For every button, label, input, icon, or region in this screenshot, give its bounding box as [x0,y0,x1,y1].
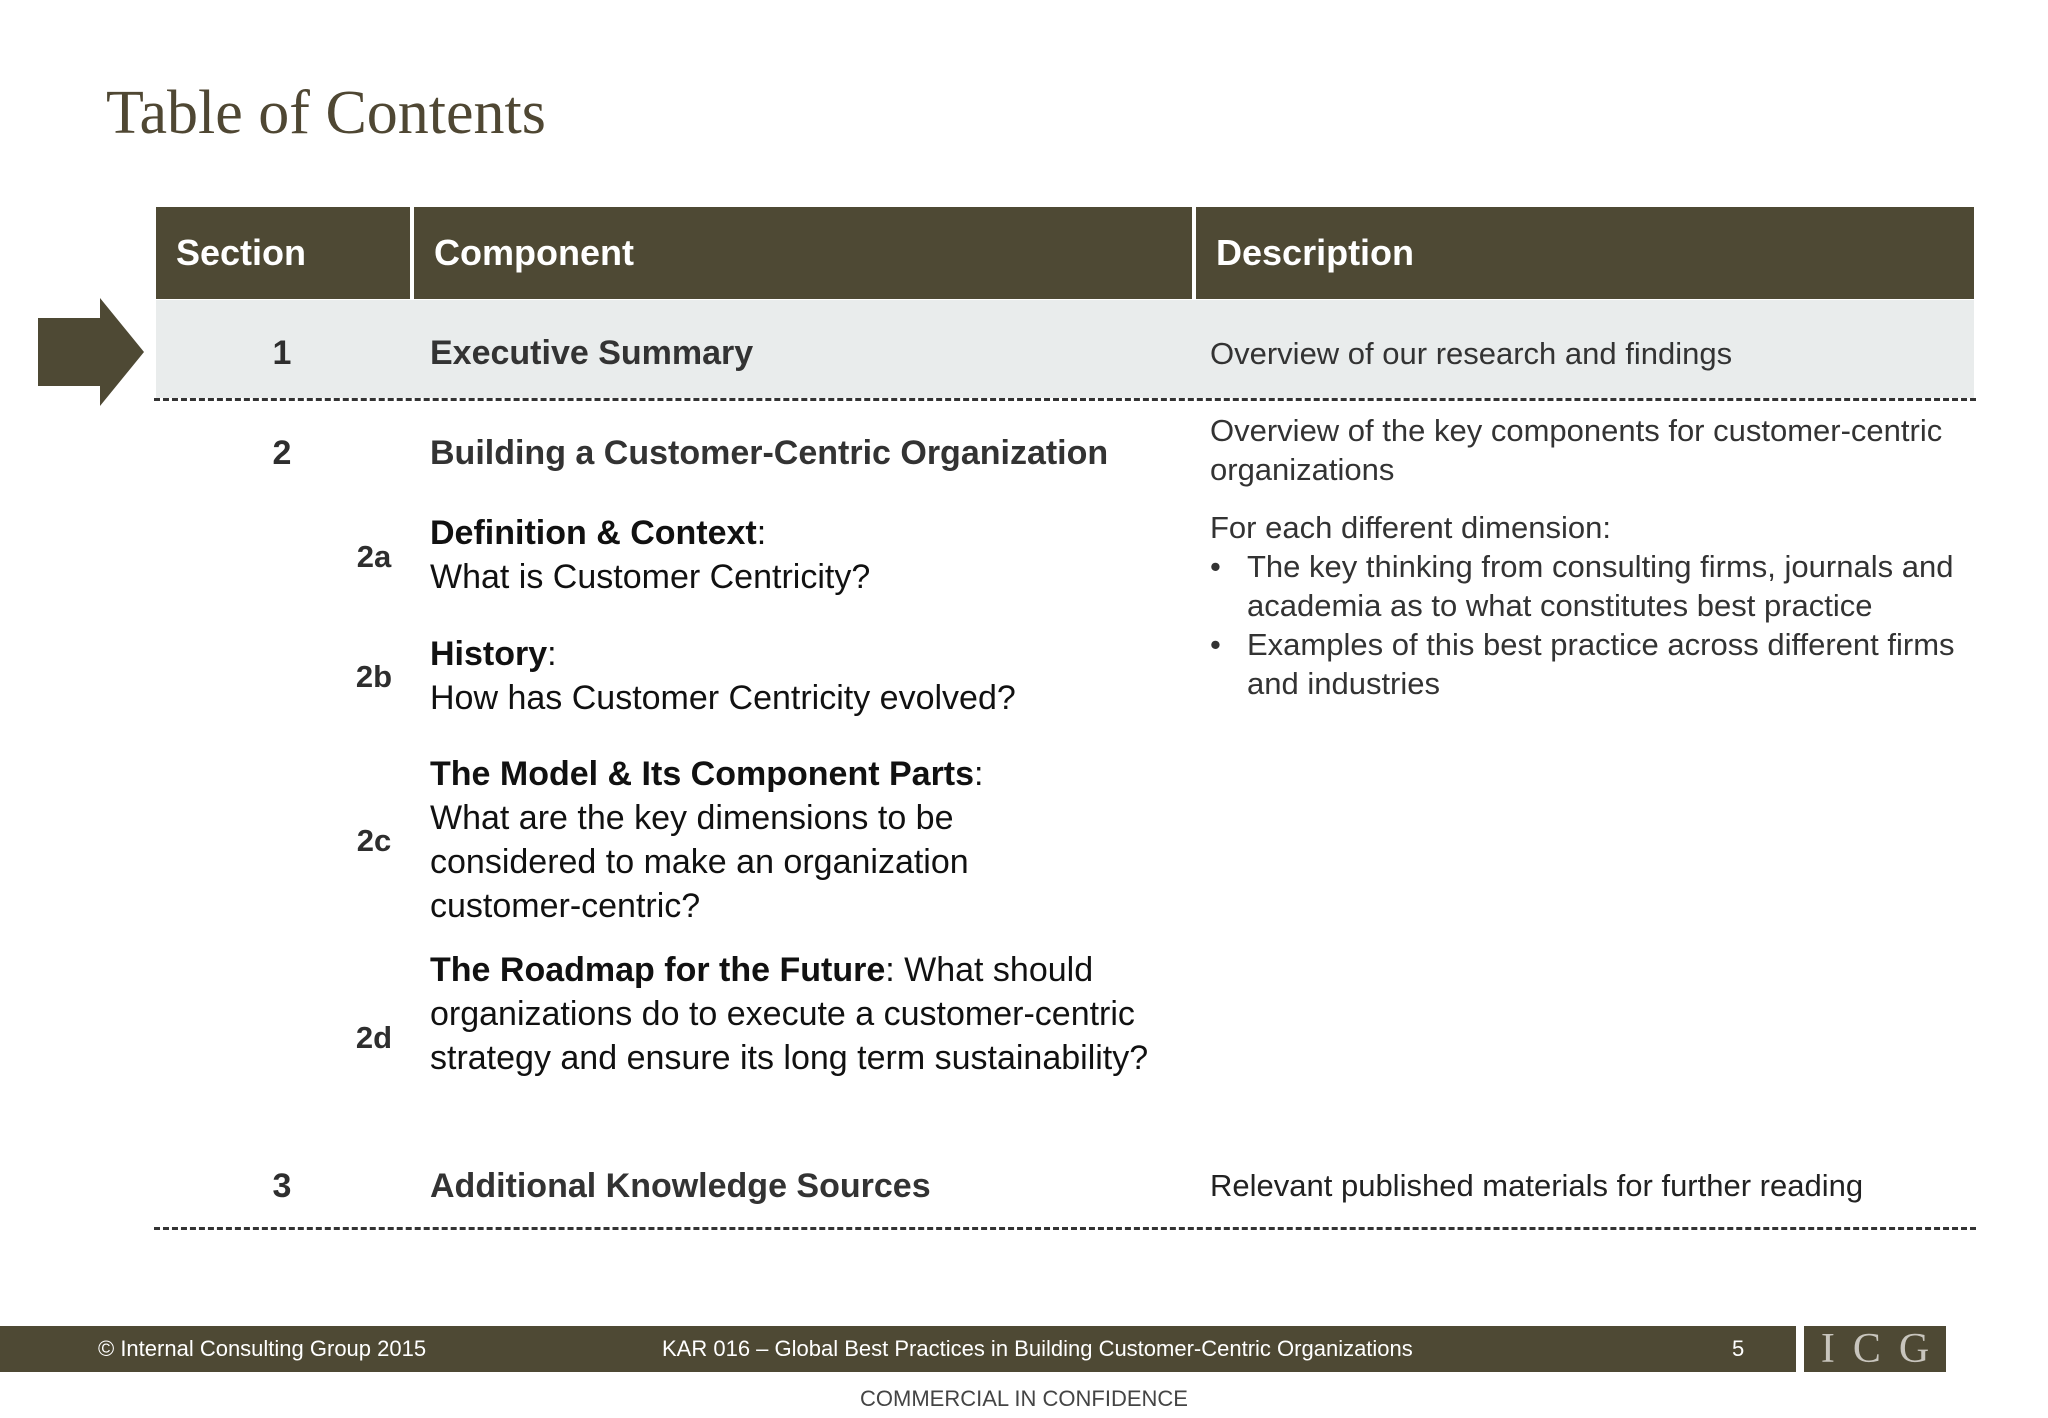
subrow-2c-title: The Model & Its Component Parts [430,755,975,793]
subrow-2b-component [430,632,1190,720]
header-description [1196,207,1974,299]
subrow-2c-id: 2c [356,823,392,858]
header-component-label: Component [434,232,634,273]
subrow-2c-component [430,752,1060,928]
subrow-2b-text: How has Customer Centricity evolved? [430,679,1016,717]
row-2-component: Building a Customer-Centric Organization [430,434,1109,472]
row-3-component: Additional Knowledge Sources [430,1167,931,1205]
header-section [156,207,410,299]
subrow-2d-colon: : [885,951,895,989]
current-section-arrow-icon [38,298,144,406]
subrow-2b-title: History [430,635,548,673]
header-section-label: Section [176,232,307,273]
list-item: • The key thinking from consulting firms, journals and academia as to what constitutes best practice [1210,547,1970,625]
confidentiality-notice: COMMERCIAL IN CONFIDENCE [860,1386,1188,1411]
subrow-2c-colon: : [974,755,984,793]
subrow-2d-text: What should organizations do to execute a customer-centric strategy and ensure its long term sustainability? [430,951,1149,1077]
header-description-label: Description [1216,232,1415,273]
subrow-2a-id: 2a [356,539,392,574]
subrow-2d-component [430,948,1190,1080]
subrow-2b-id: 2b [355,659,393,694]
footer-page-number: 5 [1732,1336,1745,1361]
header-component [414,207,1192,299]
table-bottom-divider [154,1227,1976,1230]
footer-copyright: © Internal Consulting Group 2015 [98,1336,427,1361]
row-divider [154,398,1976,401]
subrow-2a-title: Definition & Context [430,514,757,552]
subrow-2c-text: What are the key dimensions to be considered to make an organization customer-centric? [430,799,969,925]
subrow-2d-id: 2d [355,1020,393,1055]
subrow-2a-colon: : [756,514,767,552]
row-1-section: 1 [272,334,292,372]
subrow-2b-colon: : [547,635,557,673]
row-1-component: Executive Summary [430,334,754,372]
subrow-2a-component [430,511,1190,599]
subrows-description [1210,508,1970,703]
row-1-description: Overview of our research and findings [1210,336,1733,371]
page-title: Table of Contents [106,79,546,147]
row-3-description: Relevant published materials for further reading [1210,1168,1864,1203]
subrow-2d-title: The Roadmap for the Future [430,951,886,989]
subrow-2a-text: What is Customer Centricity? [430,558,871,596]
row-2-section: 2 [272,434,292,472]
icg-logo: ICG [1804,1326,1946,1372]
row-2-description: Overview of the key components for customer-centric organizations [1210,413,1943,487]
list-item: • Examples of this best practice across different firms and industries [1210,625,1970,703]
subrows-description-list [1210,547,1970,703]
subrows-description-intro: For each different dimension: [1210,510,1611,545]
footer-bar [0,1326,1796,1372]
footer-doc-title: KAR 016 – Global Best Practices in Building Customer-Centric Organizations [662,1336,1413,1361]
row-3-section: 3 [272,1167,292,1205]
